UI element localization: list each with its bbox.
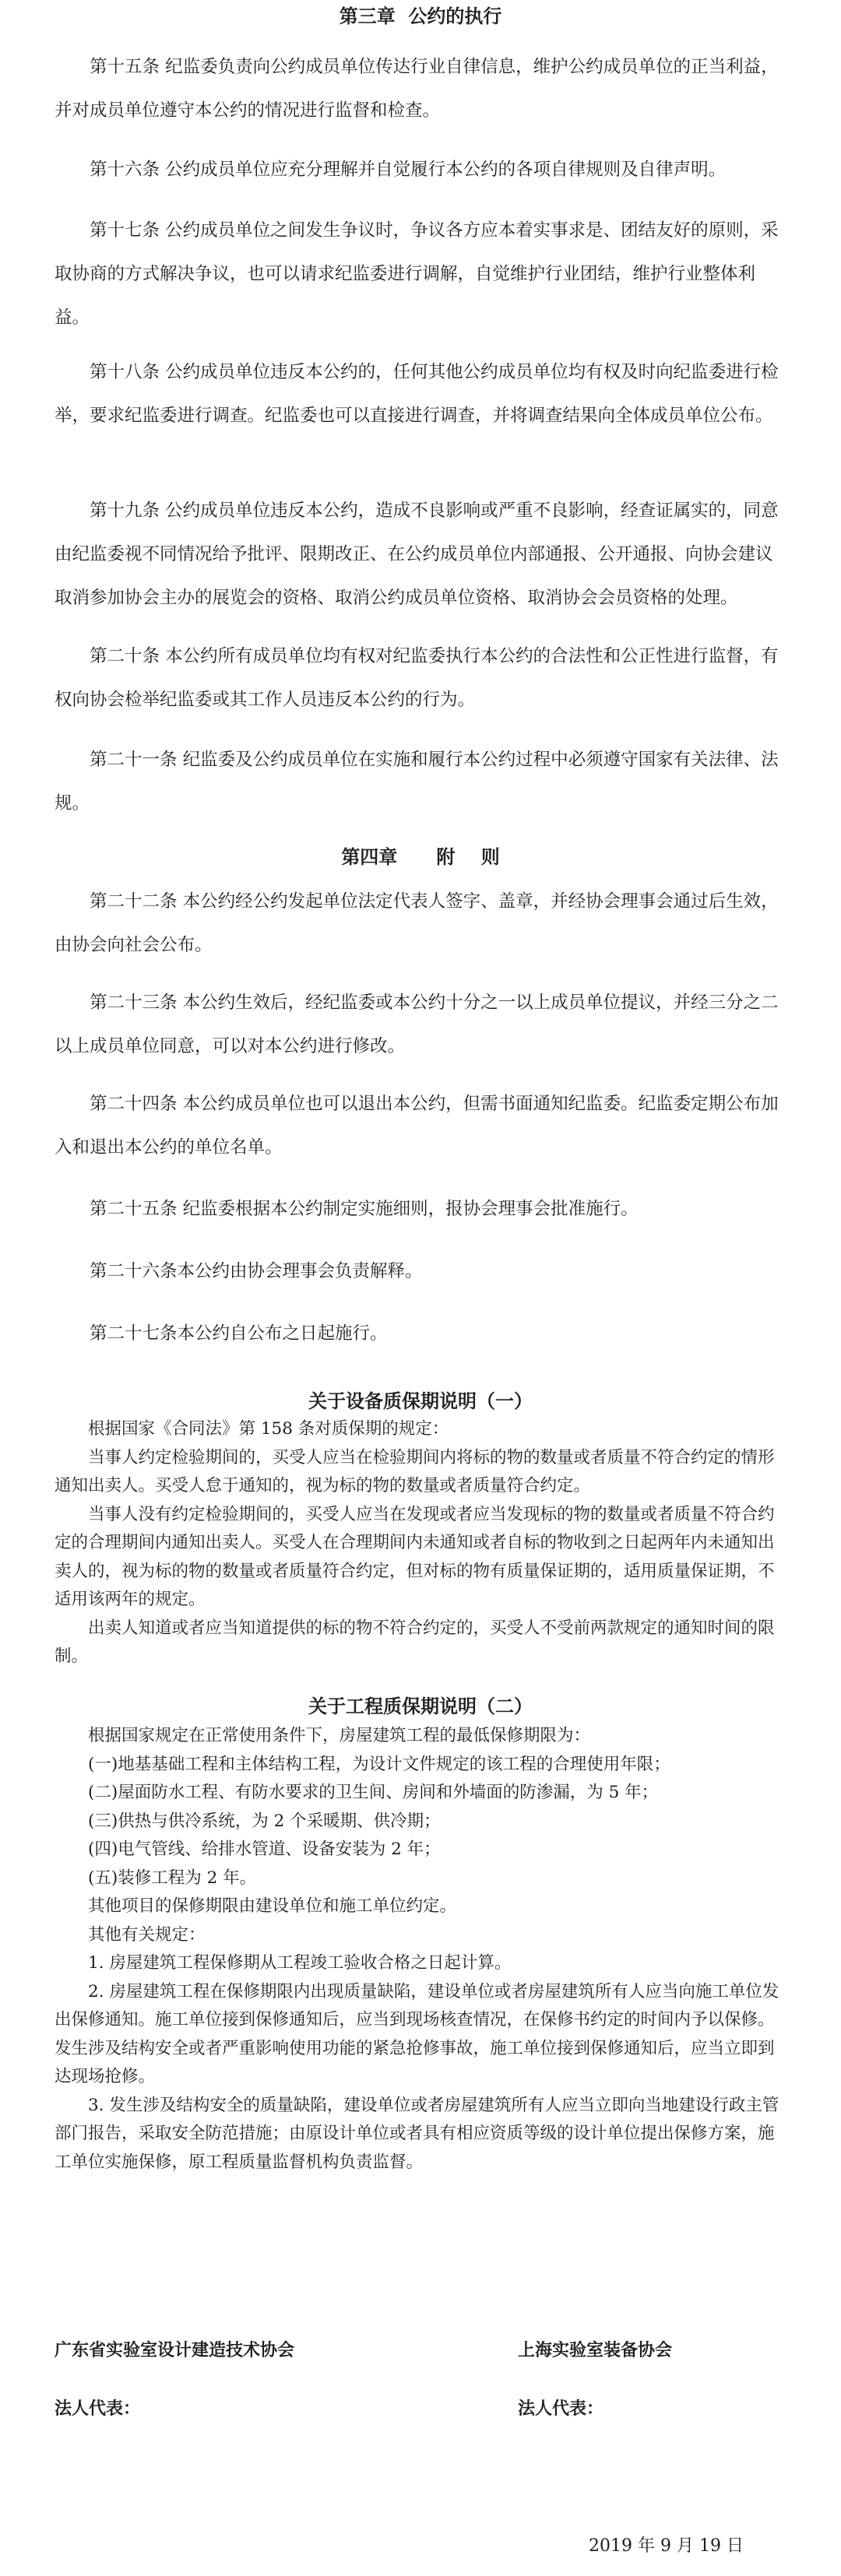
- equipment-warranty-para: 当事人没有约定检验期间的，买受人应当在发现或者应当发现标的物的数量或者质量不符合约定的合理期间内通知出卖人。买受人在合理期间内未通知或者自标的物收到之日起两年内未通知出卖人的，视为标的物的数量或者质量符合约定，但对标的物有质量保证期的，适用质量保证期，不适用该两年的规定。: [55, 1504, 775, 1609]
- signing-date: 2019 年 9 月 19 日: [589, 2536, 744, 2556]
- project-warranty-body: [55, 1722, 786, 2177]
- project-warranty-intro: 根据国家规定在正常使用条件下，房屋建筑工程的最低保修期限为：: [88, 1726, 591, 1745]
- article-23: 第二十三条 本公约生效后，经纪监委或本公约十分之一以上成员单位提议，并经三分之二以上成员单位同意，可以对本公约进行修改。: [55, 993, 779, 1056]
- project-warranty-title: 关于工程质保期说明（二）: [308, 1696, 533, 1717]
- left-org-name: 广东省实验室设计建造技术协会: [55, 2341, 295, 2360]
- chapter3-title: 第三章 公约的执行: [339, 5, 502, 27]
- warranty-period-item: (四)电气管线、给排水管道、设备安装为 2 年；: [88, 1840, 441, 1859]
- article-20: 第二十条 本公约所有成员单位均有权对纪监委执行本公约的合法性和公正性进行监督，有权向协会检举纪监委或其工作人员违反本公约的行为。: [55, 646, 779, 710]
- left-rep-label: 法人代表：: [55, 2399, 141, 2419]
- right-org-name: 上海实验室装备协会: [518, 2341, 673, 2360]
- equipment-warranty-para: 当事人约定检验期间的，买受人应当在检验期间内将标的物的数量或者质量不符合约定的情形通知出卖人。买受人怠于通知的，视为标的物的数量或者质量符合约定。: [55, 1447, 775, 1495]
- article-27: 第二十七条本公约自公布之日起施行。: [90, 1323, 388, 1344]
- equipment-warranty-para: 出卖人知道或者应当知道提供的标的物不符合约定的，买受人不受前两款规定的通知时间的限制。: [55, 1618, 775, 1666]
- article-21: 第二十一条 纪监委及公约成员单位在实施和履行本公约过程中必须遵守国家有关法律、法规。: [55, 750, 779, 814]
- equipment-warranty-para: 根据国家《合同法》第 158 条对质保期的规定：: [88, 1419, 449, 1439]
- warranty-period-item: (五)装修工程为 2 年。: [88, 1868, 257, 1888]
- warranty-period-item: (一)地基基础工程和主体结构工程，为设计文件规定的该工程的合理使用年限；: [88, 1754, 670, 1774]
- warranty-period-item: (二)屋面防水工程、有防水要求的卫生间、房间和外墙面的防渗漏，为 5 年；: [88, 1783, 659, 1802]
- project-warranty-rule: 1. 房屋建筑工程保修期从工程竣工验收合格之日起计算。: [88, 1953, 512, 1973]
- warranty-period-item: (三)供热与供冷系统，为 2 个采暖期、供冷期；: [88, 1811, 441, 1831]
- article-25: 第二十五条 纪监委根据本公约制定实施细则，报协会理事会批准施行。: [90, 1199, 639, 1219]
- right-rep-label: 法人代表：: [518, 2399, 604, 2419]
- chapter4-title: 第四章 附 则: [341, 846, 500, 868]
- article-26: 第二十六条本公约由协会理事会负责解释。: [90, 1261, 423, 1281]
- article-18: 第十八条 公约成员单位违反本公约的，任何其他公约成员单位均有权及时向纪监委进行检举，要求纪监委进行调查。纪监委也可以直接进行调查，并将调查结果向全体成员单位公布。: [55, 362, 779, 426]
- equipment-warranty-body: [55, 1415, 786, 1671]
- article-16: 第十六条 公约成员单位应充分理解并自觉履行本公约的各项自律规则及自律声明。: [90, 160, 727, 180]
- equipment-warranty-title: 关于设备质保期说明（一）: [308, 1390, 533, 1412]
- project-warranty-rules-label: 其他有关规定：: [88, 1924, 206, 1945]
- article-22: 第二十二条 本公约经公约发起单位法定代表人签字、盖章，并经协会理事会通过后生效，由协会向社会公布。: [55, 891, 779, 955]
- article-17: 第十七条 公约成员单位之间发生争议时，争议各方应本着实事求是、团结友好的原则，采取协商的方式解决争议，也可以请求纪监委进行调解，自觉维护行业团结，维护行业整体利益。: [55, 220, 779, 328]
- project-warranty-rule: 3. 发生涉及结构安全的质量缺陷，建设单位或者房屋建筑所有人应当立即向当地建设行政主管部门报告，采取安全防范措施；由原设计单位或者具有相应资质等级的设计单位提出保修方案，施工单位实施保修，原工程质量监督机构负责监督。: [55, 2095, 779, 2172]
- article-19: 第十九条 公约成员单位违反本公约，造成不良影响或严重不良影响，经查证属实的，同意由纪监委视不同情况给予批评、限期改正、在公约成员单位内部通报、公开通报、向协会建议取消参加协会主办的展览会的资格、取消公约成员单位资格、取消协会会员资格的处理。: [55, 501, 779, 608]
- project-warranty-rule: 2. 房屋建筑工程在保修期限内出现质量缺陷，建设单位或者房屋建筑所有人应当向施工单位发出保修通知。施工单位接到保修通知后，应当到现场核查情况，在保修书约定的时间内予以保修。发生涉及结构安全或者严重影响使用功能的紧急抢修事故，施工单位接到保修通知后，应当立即到达现场抢修。: [55, 1981, 779, 2086]
- article-24: 第二十四条 本公约成员单位也可以退出本公约，但需书面通知纪监委。纪监委定期公布加入和退出本公约的单位名单。: [55, 1094, 779, 1158]
- project-warranty-other: 其他项目的保修期限由建设单位和施工单位约定。: [88, 1896, 457, 1916]
- article-15: 第十五条 纪监委负责向公约成员单位传达行业自律信息，维护公约成员单位的正当利益，并对成员单位遵守本公约的情况进行监督和检查。: [55, 57, 779, 121]
